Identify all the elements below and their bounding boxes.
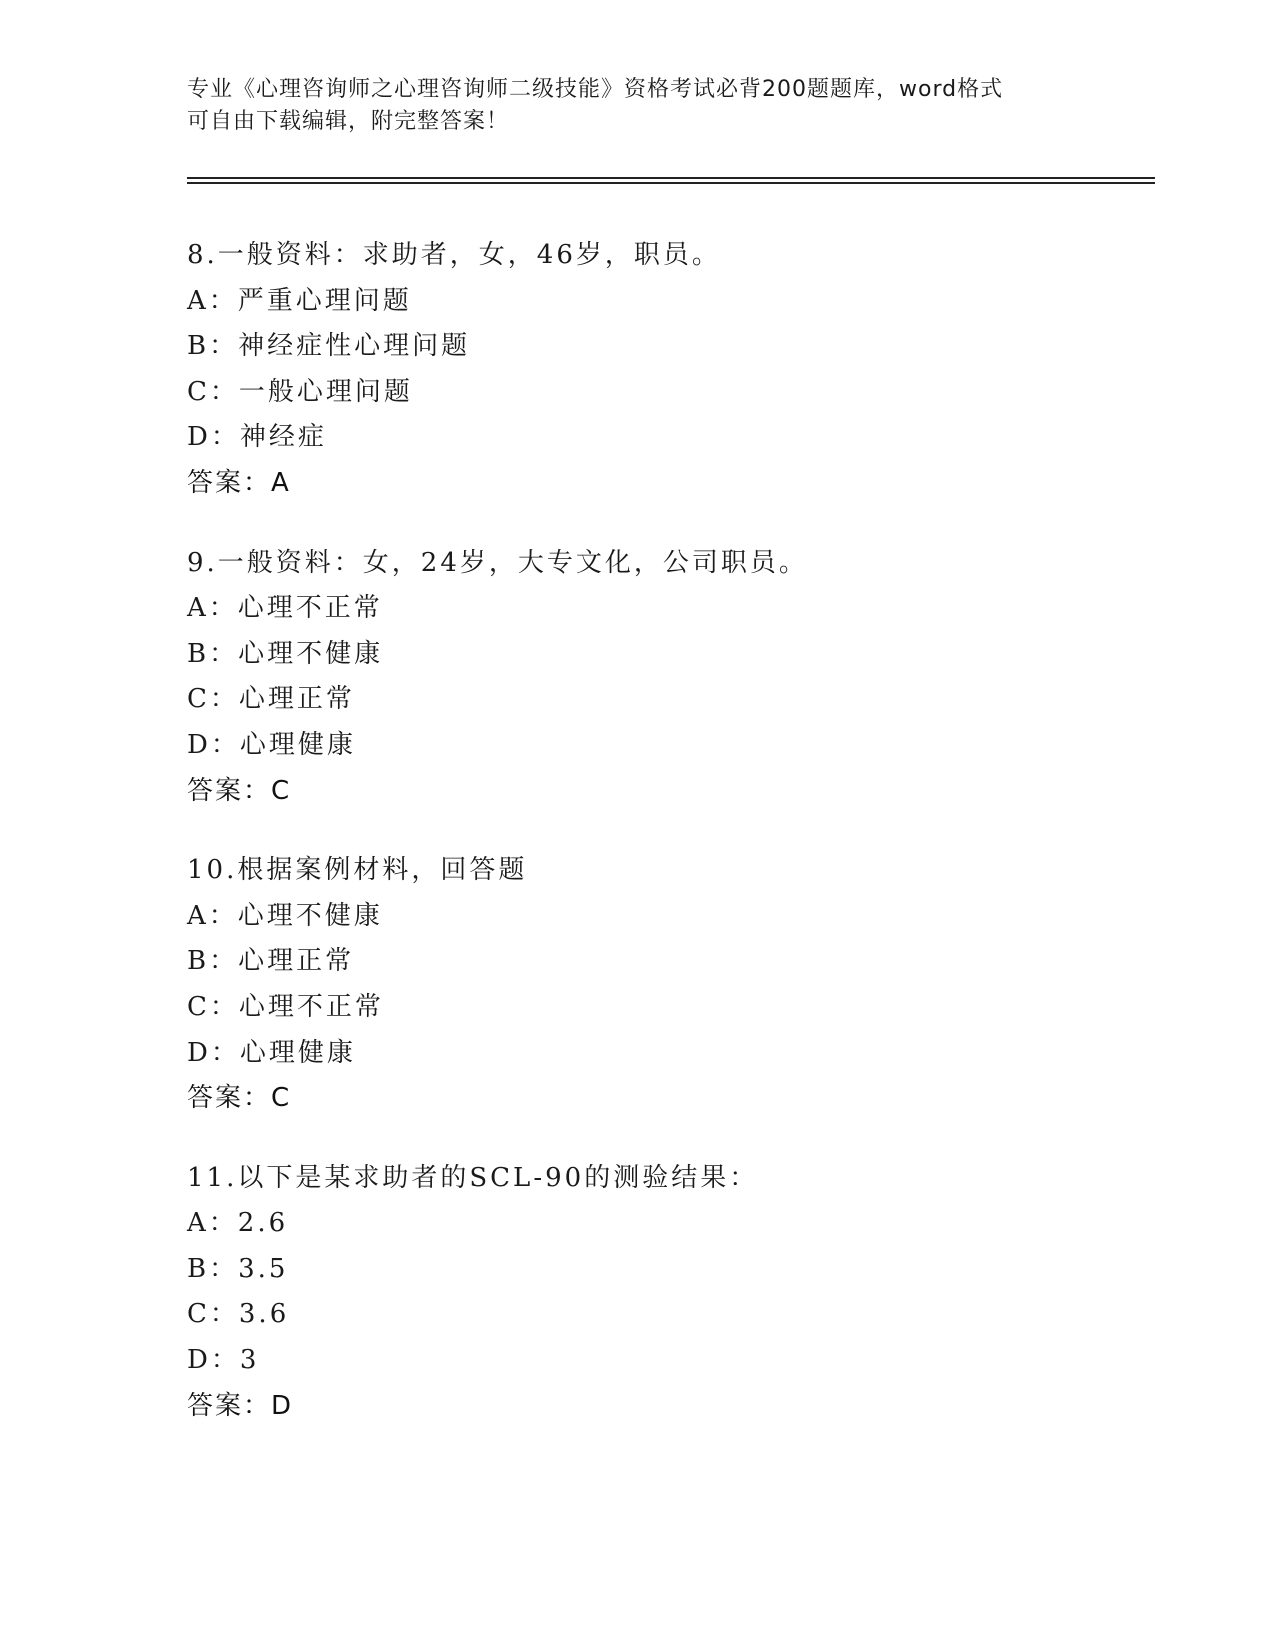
header-line-1: 专业《心理咨询师之心理咨询师二级技能》资格考试必背200题题库，word格式 [187, 77, 1004, 102]
question-list [187, 233, 1147, 1463]
question-stem: 10.根据案例材料，回答题 [187, 855, 528, 886]
answer-line: 答案：A [187, 467, 291, 498]
option-b: B：3.5 [187, 1253, 289, 1284]
option-b: B：心理正常 [187, 946, 355, 977]
option-d: D：心理健康 [187, 1037, 356, 1068]
option-c: C：心理不正常 [187, 991, 384, 1022]
document-header [187, 74, 1087, 138]
question-8 [187, 233, 1147, 507]
header-line-2: 可自由下载编辑，附完整答案！ [187, 109, 510, 134]
answer-line: 答案：D [187, 1390, 294, 1421]
header-divider-bottom [187, 182, 1155, 184]
answer-line: 答案：C [187, 775, 292, 806]
answer-line: 答案：C [187, 1083, 292, 1114]
question-10 [187, 848, 1147, 1122]
question-stem: 9.一般资料：女，24岁，大专文化，公司职员。 [187, 547, 808, 578]
option-d: D：3 [187, 1345, 260, 1376]
option-a: A：2.6 [187, 1208, 289, 1239]
question-stem: 11.以下是某求助者的SCL-90的测验结果： [187, 1162, 759, 1193]
option-b: B：神经症性心理问题 [187, 331, 471, 362]
option-a: A：严重心理问题 [187, 285, 412, 316]
question-11 [187, 1156, 1147, 1430]
option-d: D：神经症 [187, 422, 327, 453]
option-d: D：心理健康 [187, 729, 356, 760]
option-a: A：心理不正常 [187, 593, 383, 624]
option-a: A：心理不健康 [187, 900, 383, 931]
question-9 [187, 541, 1147, 815]
option-c: C：一般心理问题 [187, 376, 413, 407]
option-c: C：3.6 [187, 1299, 290, 1330]
question-stem: 8.一般资料：求助者，女，46岁，职员。 [187, 240, 721, 270]
header-divider-top [187, 177, 1155, 179]
option-c: C：心理正常 [187, 684, 355, 715]
option-b: B：心理不健康 [187, 638, 384, 669]
